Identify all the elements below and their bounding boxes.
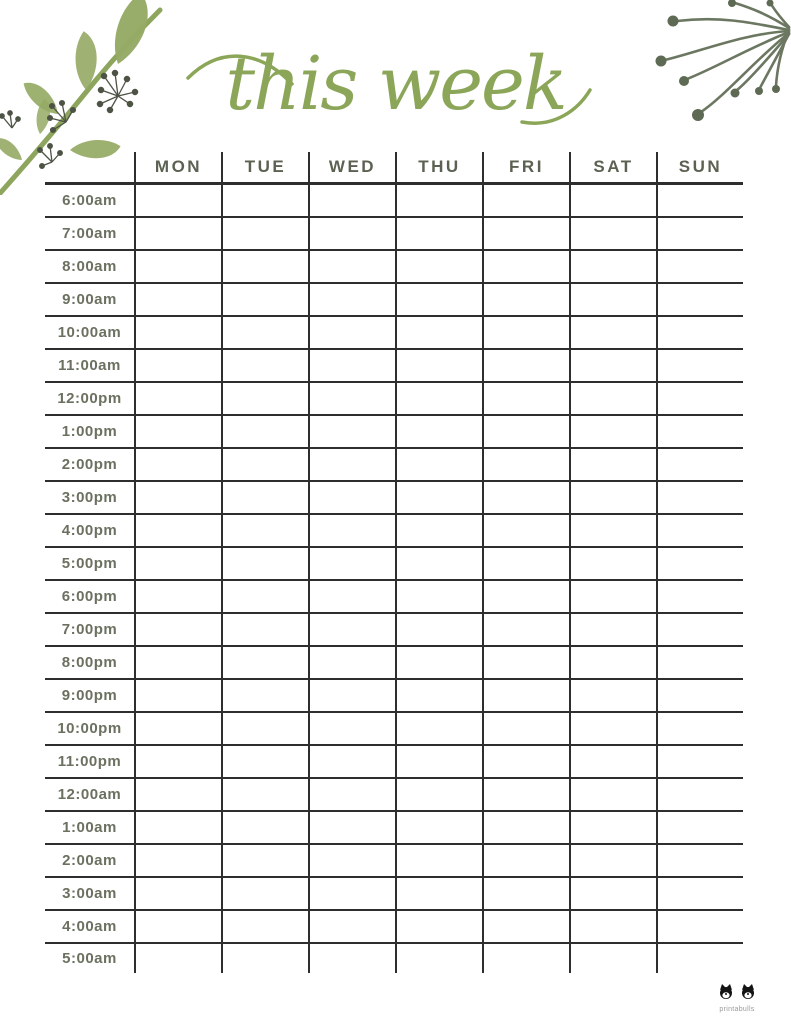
planner-cell	[482, 218, 569, 249]
planner-cell	[395, 845, 482, 876]
planner-cell	[221, 317, 308, 348]
planner-cell	[221, 647, 308, 678]
planner-cell	[221, 482, 308, 513]
planner-cell	[482, 713, 569, 744]
planner-cell	[221, 812, 308, 843]
planner-cell	[221, 581, 308, 612]
time-label: 2:00am	[62, 852, 117, 869]
time-label: 12:00pm	[57, 390, 122, 407]
planner-cell	[308, 581, 395, 612]
time-label: 9:00am	[62, 291, 117, 308]
planner-cell	[569, 416, 656, 447]
planner-cell	[482, 383, 569, 414]
planner-cell	[569, 779, 656, 810]
planner-cell	[308, 515, 395, 546]
planner-cell	[308, 614, 395, 645]
planner-cell	[221, 185, 308, 216]
time-row	[45, 680, 743, 713]
planner-cell	[482, 911, 569, 942]
planner-header-row	[45, 152, 743, 185]
day-header-sun: SUN	[656, 152, 743, 182]
time-label: 1:00am	[62, 819, 117, 836]
planner-cell	[395, 383, 482, 414]
planner-cell	[134, 812, 221, 843]
time-row	[45, 614, 743, 647]
planner-body	[45, 185, 743, 973]
planner-cell	[569, 713, 656, 744]
planner-cell	[221, 713, 308, 744]
planner-cell	[221, 449, 308, 480]
time-label: 6:00am	[62, 192, 117, 209]
time-label: 8:00am	[62, 258, 117, 275]
planner-cell	[482, 350, 569, 381]
planner-cell	[221, 218, 308, 249]
planner-cell	[569, 350, 656, 381]
planner-cell	[308, 944, 395, 973]
planner-cell	[308, 911, 395, 942]
planner-cell	[656, 647, 743, 678]
planner-cell	[308, 713, 395, 744]
planner-cell	[656, 746, 743, 777]
time-label: 4:00pm	[61, 522, 118, 539]
planner-cell	[395, 185, 482, 216]
planner-cell	[395, 779, 482, 810]
planner-cell	[482, 482, 569, 513]
planner-cell	[395, 482, 482, 513]
planner-cell	[134, 317, 221, 348]
time-row	[45, 515, 743, 548]
time-label: 3:00pm	[61, 489, 118, 506]
time-row	[45, 878, 743, 911]
planner-cell	[656, 812, 743, 843]
planner-cell	[482, 845, 569, 876]
planner-cell	[308, 482, 395, 513]
time-row	[45, 911, 743, 944]
planner-cell	[656, 581, 743, 612]
time-row	[45, 647, 743, 680]
planner-cell	[569, 383, 656, 414]
planner-cell	[134, 218, 221, 249]
planner-cell	[569, 680, 656, 711]
planner-cell	[308, 812, 395, 843]
planner-cell	[221, 845, 308, 876]
planner-cell	[656, 185, 743, 216]
weekly-planner-table	[45, 152, 743, 973]
planner-cell	[221, 746, 308, 777]
planner-cell	[482, 779, 569, 810]
planner-cell	[395, 812, 482, 843]
time-row	[45, 185, 743, 218]
planner-cell	[134, 845, 221, 876]
planner-cell	[134, 581, 221, 612]
planner-cell	[308, 878, 395, 909]
planner-cell	[482, 614, 569, 645]
planner-cell	[656, 416, 743, 447]
planner-cell	[656, 614, 743, 645]
planner-cell	[482, 581, 569, 612]
planner-cell	[134, 515, 221, 546]
planner-cell	[569, 746, 656, 777]
planner-cell	[569, 647, 656, 678]
planner-cell	[656, 713, 743, 744]
planner-cell	[656, 548, 743, 579]
planner-cell	[482, 944, 569, 973]
planner-cell	[308, 845, 395, 876]
planner-cell	[134, 284, 221, 315]
planner-cell	[308, 548, 395, 579]
planner-cell	[221, 779, 308, 810]
planner-cell	[656, 251, 743, 282]
planner-cell	[221, 878, 308, 909]
time-row	[45, 812, 743, 845]
planner-cell	[134, 680, 221, 711]
planner-cell	[134, 911, 221, 942]
planner-cell	[569, 845, 656, 876]
time-row	[45, 482, 743, 515]
planner-cell	[308, 647, 395, 678]
planner-cell	[482, 251, 569, 282]
planner-cell	[569, 251, 656, 282]
planner-cell	[308, 383, 395, 414]
time-row	[45, 845, 743, 878]
planner-cell	[482, 416, 569, 447]
planner-cell	[482, 284, 569, 315]
planner-cell	[656, 911, 743, 942]
time-row	[45, 383, 743, 416]
planner-cell	[308, 350, 395, 381]
planner-cell	[395, 878, 482, 909]
time-label: 5:00pm	[61, 555, 118, 572]
planner-cell	[656, 515, 743, 546]
planner-cell	[221, 251, 308, 282]
time-label: 9:00pm	[61, 687, 118, 704]
day-header-sat: SAT	[569, 152, 656, 182]
planner-cell	[134, 779, 221, 810]
planner-cell	[569, 482, 656, 513]
planner-cell	[569, 878, 656, 909]
planner-cell	[569, 548, 656, 579]
planner-cell	[482, 647, 569, 678]
time-row	[45, 218, 743, 251]
time-label: 10:00am	[57, 324, 122, 341]
planner-cell	[308, 416, 395, 447]
planner-cell	[395, 581, 482, 612]
planner-cell	[569, 218, 656, 249]
planner-cell	[482, 680, 569, 711]
planner-cell	[134, 350, 221, 381]
planner-cell	[221, 416, 308, 447]
planner-cell	[569, 911, 656, 942]
time-label: 6:00pm	[61, 588, 118, 605]
planner-cell	[656, 779, 743, 810]
planner-cell	[221, 944, 308, 973]
planner-cell	[569, 614, 656, 645]
planner-cell	[134, 482, 221, 513]
planner-cell	[395, 944, 482, 973]
planner-cell	[221, 614, 308, 645]
planner-cell	[395, 680, 482, 711]
planner-cell	[482, 548, 569, 579]
planner-cell	[134, 713, 221, 744]
day-header-fri: FRI	[482, 152, 569, 182]
planner-cell	[656, 482, 743, 513]
time-row	[45, 317, 743, 350]
planner-cell	[569, 449, 656, 480]
planner-cell	[308, 779, 395, 810]
planner-cell	[395, 911, 482, 942]
brand-logo	[707, 984, 767, 1013]
time-label: 1:00pm	[61, 423, 118, 440]
planner-cell	[308, 317, 395, 348]
day-header-mon: MON	[134, 152, 221, 182]
planner-cell	[221, 383, 308, 414]
planner-cell	[569, 812, 656, 843]
planner-cell	[656, 350, 743, 381]
planner-cell	[395, 449, 482, 480]
time-label: 3:00am	[62, 885, 117, 902]
planner-cell	[221, 911, 308, 942]
planner-cell	[569, 284, 656, 315]
day-header-thu: THU	[395, 152, 482, 182]
planner-cell	[134, 944, 221, 973]
planner-cell	[308, 251, 395, 282]
planner-cell	[395, 647, 482, 678]
time-row	[45, 284, 743, 317]
planner-cell	[221, 548, 308, 579]
day-header-wed: WED	[308, 152, 395, 182]
time-label: 11:00am	[58, 357, 121, 374]
time-row	[45, 449, 743, 482]
planner-cell	[221, 680, 308, 711]
planner-cell	[134, 746, 221, 777]
time-row	[45, 548, 743, 581]
planner-cell	[569, 581, 656, 612]
time-row	[45, 944, 743, 973]
planner-cell	[134, 614, 221, 645]
planner-cell	[134, 251, 221, 282]
time-row	[45, 581, 743, 614]
planner-cell	[395, 251, 482, 282]
planner-cell	[569, 515, 656, 546]
planner-cell	[395, 515, 482, 546]
planner-cell	[395, 416, 482, 447]
planner-cell	[656, 284, 743, 315]
planner-cell	[395, 317, 482, 348]
corner-cell	[45, 152, 134, 182]
time-label: 2:00pm	[61, 456, 118, 473]
planner-cell	[308, 449, 395, 480]
planner-cell	[656, 449, 743, 480]
planner-cell	[482, 185, 569, 216]
planner-cell	[656, 944, 743, 973]
time-row	[45, 779, 743, 812]
time-row	[45, 350, 743, 383]
bulldogs-icon	[718, 984, 756, 1000]
planner-cell	[656, 317, 743, 348]
planner-cell	[134, 383, 221, 414]
time-row	[45, 251, 743, 284]
planner-cell	[221, 515, 308, 546]
planner-cell	[656, 218, 743, 249]
planner-cell	[395, 548, 482, 579]
planner-cell	[308, 185, 395, 216]
planner-cell	[482, 515, 569, 546]
time-label: 7:00pm	[61, 621, 118, 638]
time-label: 8:00pm	[61, 654, 118, 671]
planner-cell	[221, 284, 308, 315]
planner-cell	[134, 449, 221, 480]
planner-cell	[134, 548, 221, 579]
planner-cell	[656, 878, 743, 909]
planner-cell	[395, 746, 482, 777]
planner-cell	[308, 284, 395, 315]
planner-cell	[482, 878, 569, 909]
planner-cell	[569, 944, 656, 973]
day-header-tue: TUE	[221, 152, 308, 182]
time-label: 12:00am	[57, 786, 122, 803]
planner-cell	[482, 317, 569, 348]
planner-cell	[395, 218, 482, 249]
planner-cell	[482, 812, 569, 843]
planner-cell	[395, 614, 482, 645]
planner-cell	[134, 878, 221, 909]
time-label: 7:00am	[62, 225, 117, 242]
planner-cell	[395, 350, 482, 381]
time-row	[45, 416, 743, 449]
time-row	[45, 713, 743, 746]
time-row	[45, 746, 743, 779]
planner-cell	[482, 449, 569, 480]
brand-name: printabulls	[719, 1006, 755, 1013]
planner-cell	[308, 746, 395, 777]
planner-cell	[134, 647, 221, 678]
planner-cell	[308, 218, 395, 249]
planner-cell	[656, 680, 743, 711]
planner-cell	[395, 713, 482, 744]
time-label: 5:00am	[62, 950, 117, 967]
time-label: 10:00pm	[57, 720, 122, 737]
planner-cell	[656, 845, 743, 876]
planner-cell	[482, 746, 569, 777]
planner-cell	[134, 185, 221, 216]
planner-cell	[395, 284, 482, 315]
planner-cell	[656, 383, 743, 414]
planner-cell	[569, 317, 656, 348]
time-label: 11:00pm	[57, 753, 122, 770]
page-title: this week	[225, 41, 566, 127]
time-label: 4:00am	[62, 918, 117, 935]
planner-cell	[569, 185, 656, 216]
planner-cell	[308, 680, 395, 711]
planner-cell	[134, 416, 221, 447]
planner-cell	[221, 350, 308, 381]
